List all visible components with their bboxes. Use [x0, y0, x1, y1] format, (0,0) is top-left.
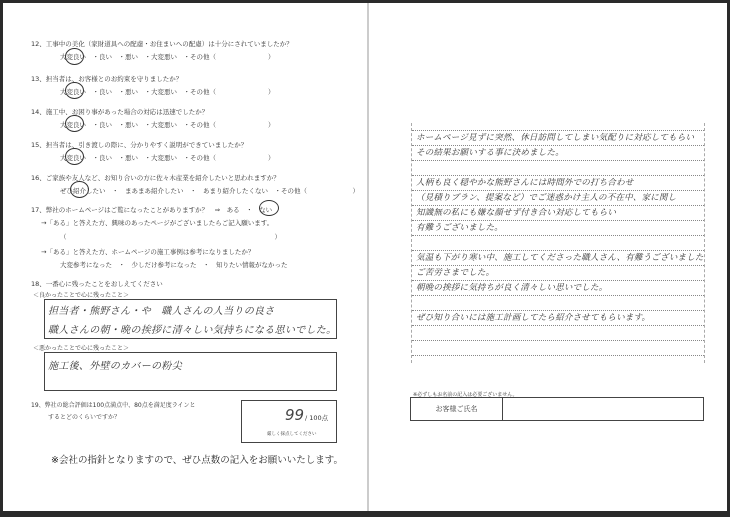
name-label: お客様ご氏名 [411, 398, 503, 420]
q-text: 工事中の美化（家財道具への配慮・お住まいへの配慮）は十分にされていましたか？ [45, 40, 293, 48]
rule-line [412, 325, 704, 326]
q-num: 16、 [31, 174, 46, 182]
q17-sub2: →「ある」と答えた方、ホームページの施工事例は参考になりましたか？ [41, 248, 255, 256]
q-text: 施工中、お困り事があった場合の対応は迅速でしたか？ [45, 108, 209, 116]
q-num: 12、 [31, 40, 46, 48]
question-12 [31, 39, 293, 48]
name-field[interactable] [503, 398, 703, 420]
selection-circle [65, 82, 84, 99]
bad-label: ＜悪かったことで心に残ったこと＞ [33, 345, 130, 352]
comment-line: ホームページ見ずに突然、休日訪問してしまい気配りに対応してもらい [416, 133, 695, 143]
rule-line [412, 235, 704, 236]
question-13-options[interactable]: 大変良い ・良い ・悪い ・大変悪い ・その他（ ） [60, 88, 275, 96]
name-note: ※必ずしもお名前の記入は必要ございません。 [413, 392, 518, 398]
q17-sub2-options[interactable]: 大変参考になった ・ 少しだけ参考になった ・ 知りたい情報がなかった [60, 261, 288, 269]
bad-answer-box[interactable] [44, 352, 337, 391]
handwritten-line: 担当者・熊野さん・や 職人さんの人当りの良さ [48, 306, 275, 317]
comment-line: ご苦労さまでした。 [416, 268, 495, 278]
comment-line: 知識無の私にも嫌な顔せず付き合い対応してもらい [416, 208, 617, 218]
q17-sub1: →「ある」と答えた方、興味のあったページがございましたらご記入願います。 [41, 219, 274, 227]
question-16 [31, 173, 280, 182]
comment-line: 朝晩の挨拶に気持ちが良く清々しい思いでした。 [416, 283, 608, 293]
comment-line: 気温も下がり寒い中、施工してくださった職人さん、有難うございました [416, 253, 704, 263]
footnote: ※会社の指針となりますので、ぜひ点数の記入をお願いいたします。 [51, 455, 344, 466]
question-15 [31, 140, 247, 149]
question-19-line2: するとどのくらいですか？ [48, 414, 121, 421]
good-answer-box[interactable] [44, 299, 337, 339]
question-13 [31, 74, 182, 83]
rule-line [412, 160, 704, 161]
rule-line [412, 295, 704, 296]
survey-document [3, 3, 727, 511]
score-max: / 100点 [305, 414, 329, 422]
question-19-line1: 19、弊社の総合評価は100点満点中、80点を満足度ラインと [31, 402, 196, 409]
handwritten-line: 施工後、外壁のカバーの粉尖 [48, 361, 182, 372]
question-16-options[interactable]: ぜひ紹介したい ・ まあまあ紹介したい ・ あまり紹介したくない ・その他（ ） [60, 187, 359, 195]
rule-line [412, 340, 704, 341]
question-18: 18、一番心に残ったことをおしえてください [31, 280, 163, 288]
q-num: 15、 [31, 141, 46, 149]
comment-line: 有難うございました。 [416, 223, 504, 233]
comment-line: 人柄も良く穏やかな熊野さんには時間外での打ち合わせ [416, 178, 634, 188]
question-12-options[interactable]: 大変良い ・良い ・悪い ・大変悪い ・その他（ ） [60, 53, 275, 61]
selection-circle [259, 200, 279, 216]
score-note: 厳しく採点してください [267, 432, 317, 437]
score-value: 99 [285, 406, 305, 424]
q-text: 弊社のホームページはご覧になったことがありますか？ ⇒ ある ・ ない [45, 206, 273, 214]
question-14 [31, 107, 208, 116]
selection-circle [65, 115, 84, 132]
name-box[interactable] [410, 397, 704, 421]
handwritten-line: 職人さんの朝・晩の挨拶に清々しい気持ちになる思いでした。 [48, 325, 337, 336]
selection-circle [65, 148, 84, 165]
score-box[interactable] [241, 400, 337, 443]
good-label: ＜良かったことで心に残ったこと＞ [33, 292, 130, 299]
question-15-options[interactable]: 大変良い ・良い ・悪い ・大変悪い ・その他（ ） [60, 154, 275, 162]
q-text: ご家族や友人など、お知り合いの方に佐々木産業を紹介したいと思われますか？ [45, 174, 280, 182]
q-num: 13、 [31, 75, 46, 83]
page-divider [367, 3, 369, 511]
question-17 [31, 205, 272, 214]
q-text: 担当者は、お客様とのお約束を守りましたか？ [45, 75, 183, 83]
comment-line: ぜひ知り合いには施工計画してたら紹介させてもらいます。 [416, 313, 651, 323]
rule-line [412, 355, 704, 356]
comment-line: （見積りプラン、提案など）でご迷惑かけ主人の不在中、家に関し [416, 193, 677, 203]
question-14-options[interactable]: 大変良い ・良い ・悪い ・大変悪い ・その他（ ） [60, 121, 275, 129]
selection-circle [70, 181, 89, 198]
selection-circle [65, 48, 84, 65]
q-num: 14、 [31, 108, 46, 116]
q17-sub1-input[interactable]: （ ） [60, 233, 281, 241]
q-text: 担当者は、引き渡しの際に、分かりやすく説明ができていましたか？ [45, 141, 248, 149]
comment-area[interactable] [411, 123, 705, 363]
q-num: 17、 [31, 206, 46, 214]
comment-line: その結果お願いする事に決めました。 [416, 148, 564, 158]
